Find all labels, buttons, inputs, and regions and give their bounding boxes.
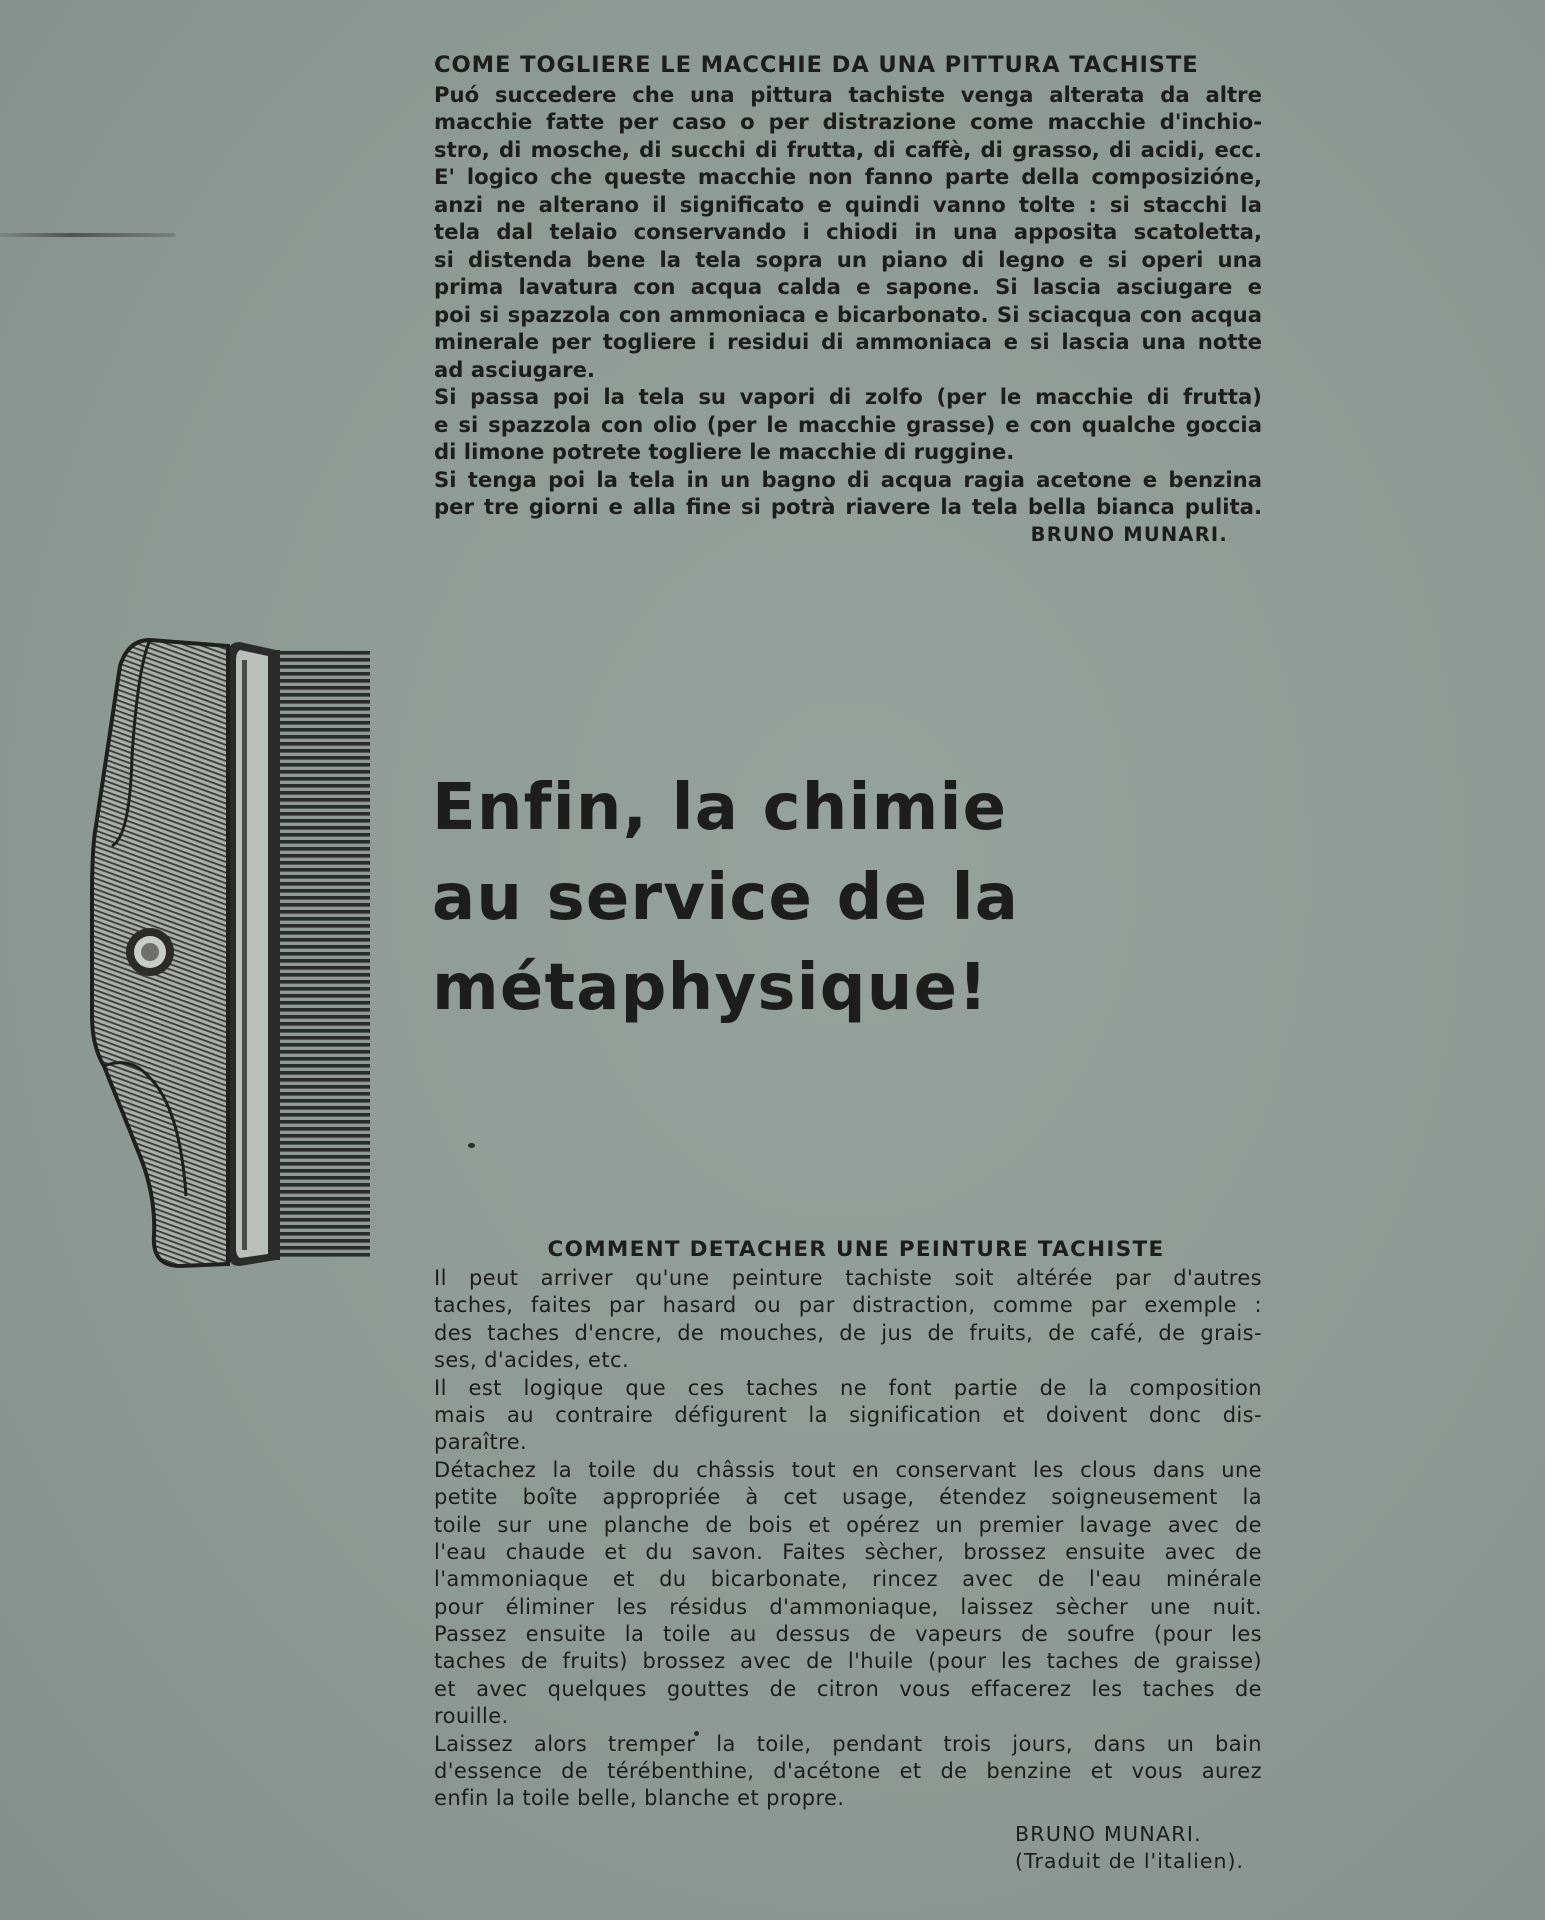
- italian-line: di limone potrete togliere le macchie di ruggine.: [434, 439, 1015, 464]
- italian-article: [434, 52, 1262, 549]
- italian-line: tela dal telaio conservando i chiodi in una apposita scatoletta,: [434, 219, 1262, 244]
- italian-title: COME TOGLIERE LE MACCHIE DA UNA PITTURA TACHISTE: [434, 52, 1199, 78]
- french-line: toile sur une planche de bois et opérez un premier lavage avec de: [434, 1512, 1262, 1537]
- italian-line: anzi ne alterano il significato e quindi vanno tolte : si stacchi la: [434, 191, 1262, 217]
- french-line: Il est logique que ces taches ne font partie de la composition: [434, 1375, 1262, 1400]
- headline-line: Enfin, la chimie: [432, 771, 1008, 845]
- french-line: enfin la toile belle, blanche et propre.: [434, 1786, 845, 1811]
- italian-line: stro, di mosche, di succhi di frutta, di caffè, di grasso, di acidi, ecc.: [434, 136, 1262, 162]
- french-line: petite boîte appropriée à cet usage, étendez soigneusement la: [434, 1485, 1262, 1510]
- scratch-mark: [0, 233, 175, 237]
- italian-line: e si spazzola con olio (per le macchie grasse) e con qualche goccia: [434, 411, 1262, 437]
- french-line: l'eau chaude et du savon. Faites sècher, brossez ensuite avec de: [434, 1539, 1262, 1564]
- french-article: [434, 1235, 1262, 1875]
- ink-speck: [468, 1143, 475, 1148]
- french-line: taches de fruits) brossez avec de l'huile (pour les taches de graisse): [434, 1649, 1262, 1674]
- italian-line: Si tenga poi la tela in un bagno di acqua ragia acetone e benzina: [434, 466, 1262, 492]
- headline: [432, 763, 1092, 1033]
- translation-note: (Traduit de l'italien).: [1014, 1848, 1244, 1873]
- french-line: et avec quelques gouttes de citron vous effacerez les taches de: [434, 1676, 1262, 1701]
- french-line: l'ammoniaque et du bicarbonate, rincez avec de l'eau minérale: [434, 1567, 1262, 1592]
- french-line: Il peut arriver qu'une peinture tachiste soit altérée par d'autres: [434, 1266, 1262, 1290]
- french-signature: BRUNO MUNARI.: [1014, 1821, 1202, 1846]
- french-line: ses, d'acides, etc.: [434, 1348, 630, 1373]
- italian-line: si distenda bene la tela sopra un piano di legno e si operi una: [434, 246, 1262, 272]
- italian-line: E' logico che queste macchie non fanno parte della composizióne,: [434, 164, 1262, 189]
- italian-line: Puó succedere che una pittura tachiste venga alterata da altre: [434, 81, 1262, 107]
- french-line: Passez ensuite la toile au dessus de vapeurs de soufre (pour les: [434, 1622, 1262, 1647]
- italian-line: per tre giorni e alla fine si potrà riavere la tela bella bianca pulita.: [434, 494, 1262, 519]
- italian-line: macchie fatte per caso o per distrazione come macchie d'inchio-: [434, 109, 1262, 134]
- italian-line: poi si spazzola con ammoniaca e bicarbonato. Si sciacqua con acqua: [434, 301, 1262, 327]
- french-line: paraître.: [434, 1430, 528, 1455]
- headline-line: métaphysique!: [432, 951, 989, 1025]
- italian-signature: BRUNO MUNARI.: [1030, 522, 1228, 546]
- french-line: des taches d'encre, de mouches, de jus de fruits, de café, de grais-: [434, 1320, 1262, 1345]
- french-line: rouille.: [434, 1704, 509, 1729]
- french-line: Laissez alors tremper la toile, pendant trois jours, dans un bain: [434, 1731, 1262, 1756]
- italian-line: minerale per togliere i residui di ammoniaca e si lascia una notte: [434, 329, 1262, 354]
- brush-illustration: [90, 636, 390, 1272]
- headline-line: au service de la: [432, 861, 1020, 935]
- french-line: pour éliminer les résidus d'ammoniaque, laissez sècher une nuit.: [434, 1594, 1262, 1619]
- french-body: [434, 1265, 1262, 1813]
- french-line: Détachez la toile du châssis tout en conservant les clous dans une: [434, 1457, 1262, 1482]
- italian-body: [434, 81, 1262, 521]
- french-title: COMMENT DETACHER UNE PEINTURE TACHISTE: [547, 1237, 1165, 1262]
- french-line: d'essence de térébenthine, d'acétone et de benzine et vous aurez: [434, 1759, 1262, 1784]
- italian-line: ad asciugare.: [434, 356, 595, 382]
- french-line: mais au contraire défigurent la signification et doivent donc dis-: [434, 1402, 1262, 1427]
- italian-line: Si passa poi la tela su vapori di zolfo (per le macchie di frutta): [434, 384, 1262, 409]
- french-line: taches, faites par hasard ou par distraction, comme par exemple :: [434, 1293, 1262, 1318]
- italian-line: prima lavatura con acqua calda e sapone. Si lascia asciugare e: [434, 274, 1262, 299]
